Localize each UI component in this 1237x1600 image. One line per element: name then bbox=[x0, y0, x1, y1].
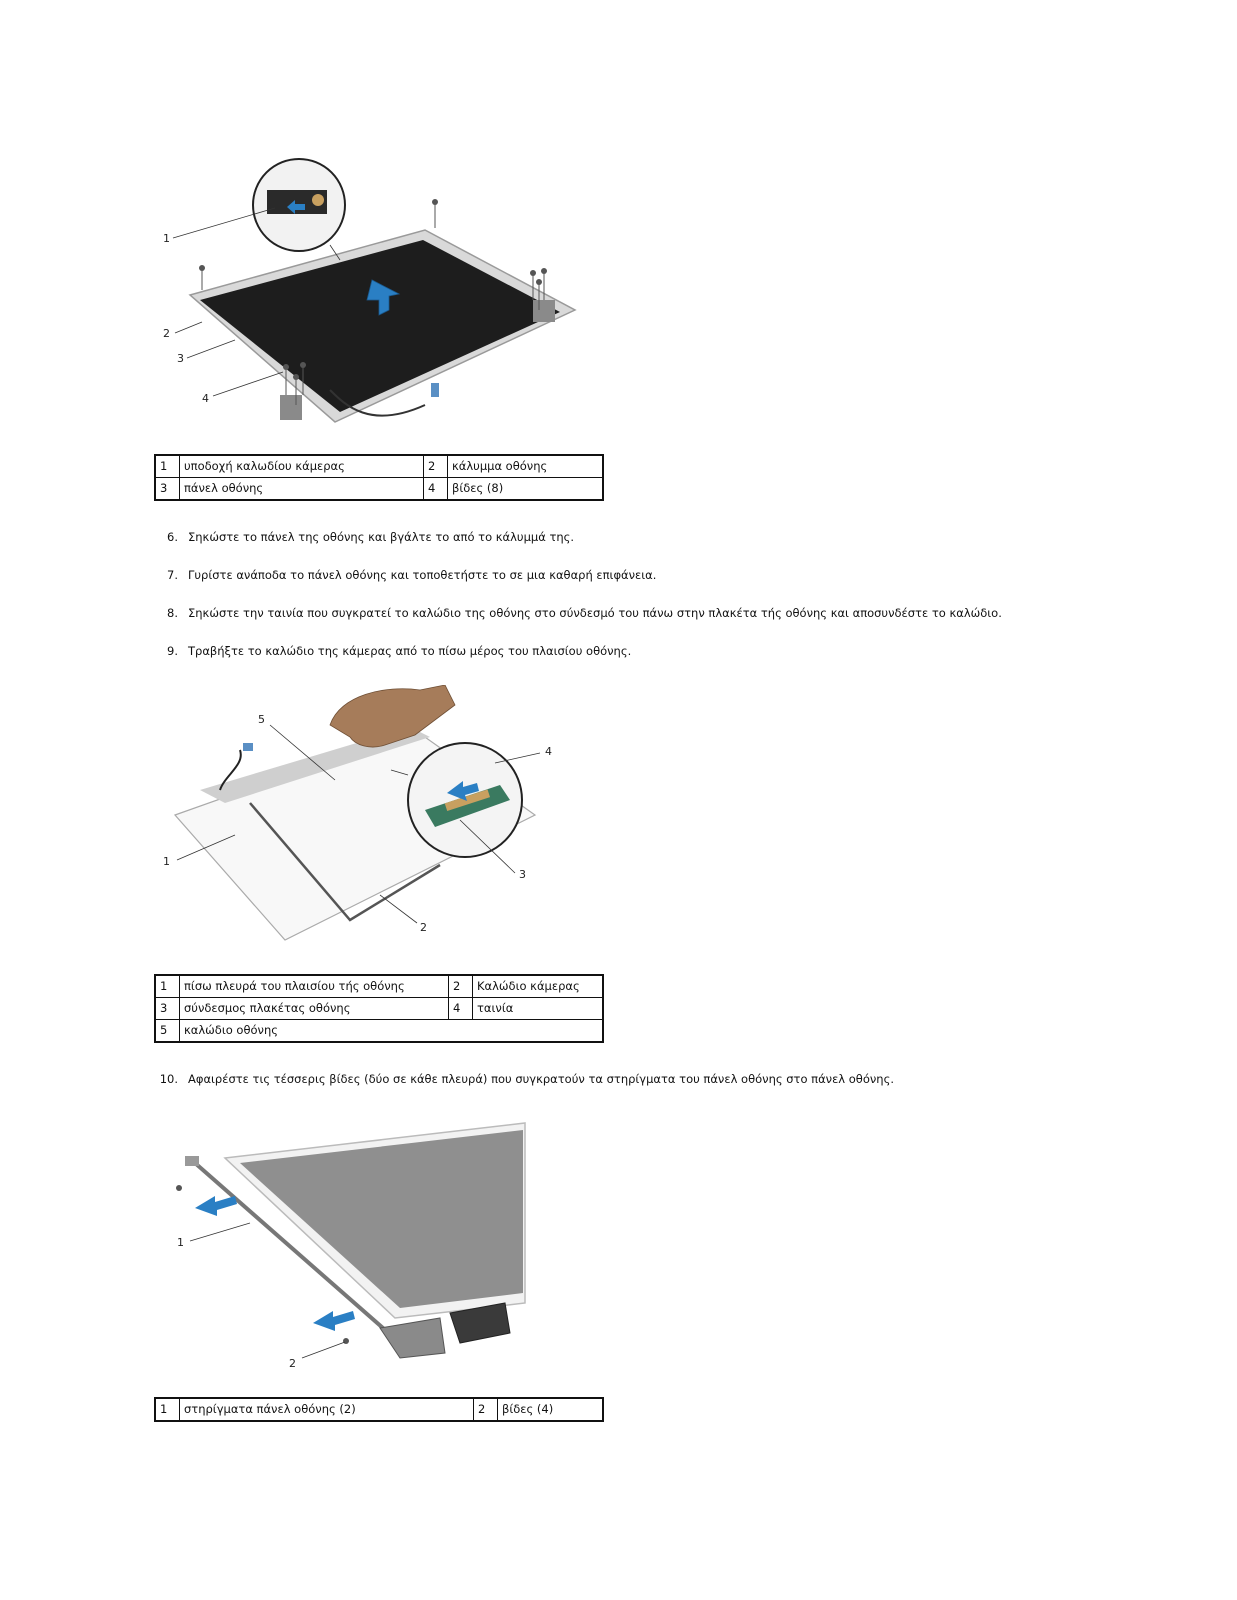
cable-connector bbox=[431, 383, 439, 397]
callout-2: 2 bbox=[163, 327, 170, 340]
camera-icon bbox=[312, 194, 324, 206]
hinge-right bbox=[533, 300, 555, 322]
bracket-top bbox=[185, 1156, 199, 1166]
callout-1: 1 bbox=[177, 1236, 184, 1249]
hinge-left bbox=[280, 395, 302, 420]
figure-display-cable-disconnect bbox=[155, 685, 575, 945]
callout-3: 3 bbox=[177, 352, 184, 365]
hinge-left bbox=[380, 1318, 445, 1358]
callout-2: 2 bbox=[420, 921, 427, 934]
figure-2-illustration bbox=[155, 685, 575, 945]
screw-bottom bbox=[343, 1338, 349, 1344]
table-row: 1 υποδοχή καλωδίου κάμερας 2 κάλυμμα οθόνης bbox=[155, 455, 603, 478]
display-panel bbox=[200, 240, 560, 412]
callout-5: 5 bbox=[258, 713, 265, 726]
figure-3-illustration bbox=[155, 1118, 535, 1378]
callout-1: 1 bbox=[163, 855, 170, 868]
table-row: 1 πίσω πλευρά του πλαισίου τής οθόνης 2 Καλώδιο κάμερας bbox=[155, 975, 603, 998]
figure-3-legend bbox=[154, 1397, 604, 1422]
table-row: 3 πάνελ οθόνης 4 βίδες (8) bbox=[155, 478, 603, 501]
figure-1-legend bbox=[154, 454, 604, 501]
callout-3: 3 bbox=[519, 868, 526, 881]
figure-display-panel-removal bbox=[155, 150, 595, 440]
screw-top bbox=[176, 1185, 182, 1191]
step-7: 7. Γυρίστε ανάποδα το πάνελ οθόνης και τοποθετήστε το σε μια καθαρή επιφάνεια. bbox=[167, 568, 657, 582]
remove-arrow-icon-bottom bbox=[313, 1311, 355, 1331]
cable-connector bbox=[243, 743, 253, 751]
step-10: 10. Αφαιρέστε τις τέσσερις βίδες (δύο σε κάθε πλευρά) που συγκρατούν τα στηρίγματα του πάνελ οθόνης στο πάνελ οθόνης. bbox=[159, 1072, 894, 1086]
hand-image bbox=[330, 685, 455, 747]
figure-panel-brackets-removal bbox=[155, 1118, 535, 1378]
figure-2-legend bbox=[154, 974, 604, 1043]
step-8: 8. Σηκώστε την ταινία που συγκρατεί το καλώδιο της οθόνης στο σύνδεσμό του πάνω στην πλακέτα τής οθόνης και αποσυνδέστε το καλώδιο. bbox=[167, 606, 1002, 620]
callout-4: 4 bbox=[545, 745, 552, 758]
step-9: 9. Τραβήξτε το καλώδιο της κάμερας από το πίσω μέρος του πλαισίου οθόνης. bbox=[167, 644, 632, 658]
table-row: 1 στηρίγματα πάνελ οθόνης (2) 2 βίδες (4) bbox=[155, 1398, 603, 1421]
step-6: 6. Σηκώστε το πάνελ της οθόνης και βγάλτε το από το κάλυμμά της. bbox=[167, 530, 575, 544]
callout-4: 4 bbox=[202, 392, 209, 405]
callout-1: 1 bbox=[163, 232, 170, 245]
figure-1-illustration bbox=[155, 150, 595, 440]
remove-arrow-icon-top bbox=[195, 1196, 237, 1216]
table-row: 5 καλώδιο οθόνης bbox=[155, 1020, 603, 1043]
callout-2: 2 bbox=[289, 1357, 296, 1370]
table-row: 3 σύνδεσμος πλακέτας οθόνης 4 ταινία bbox=[155, 998, 603, 1020]
